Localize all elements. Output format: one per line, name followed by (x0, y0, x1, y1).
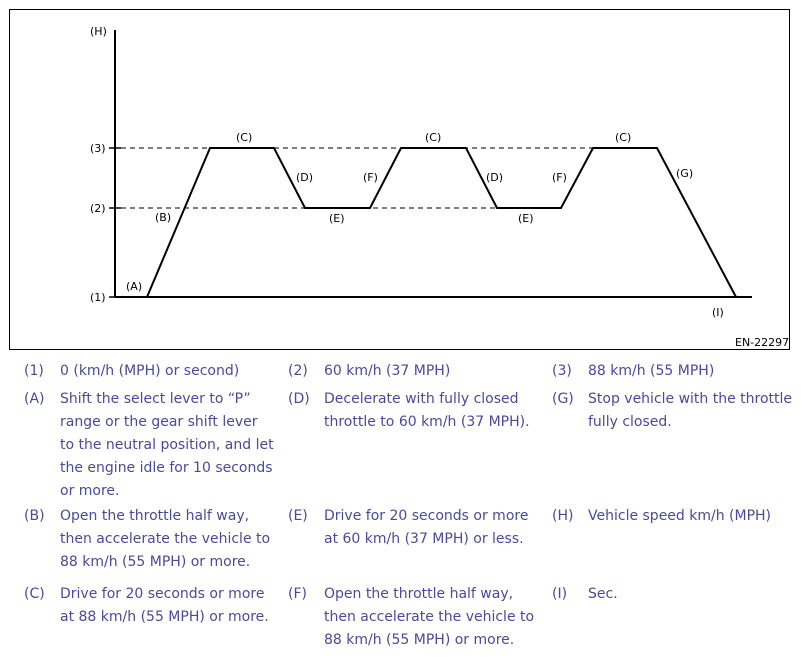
legend-text: at 60 km/h (37 MPH) or less. (324, 531, 524, 547)
legend-text: then accelerate the vehicle to (324, 609, 535, 625)
legend-key: (G) (552, 391, 574, 407)
legend-text: Drive for 20 seconds or more (60, 586, 265, 602)
segment-label-d1: (D) (296, 171, 314, 184)
segment-label-e1: (E) (329, 212, 345, 225)
legend-key: (B) (24, 508, 45, 524)
legend-text: 88 km/h (55 MPH) (588, 363, 715, 379)
legend-text: Sec. (588, 586, 618, 602)
segment-label-g: (G) (676, 167, 694, 180)
segment-label-a: (A) (126, 280, 143, 293)
legend-text: 88 km/h (55 MPH) or more. (60, 554, 251, 570)
legend-key: (A) (24, 391, 45, 407)
legend-text: at 88 km/h (55 MPH) or more. (60, 609, 269, 625)
legend-text: Stop vehicle with the throttle (588, 391, 793, 407)
legend-text: then accelerate the vehicle to (60, 531, 271, 547)
segment-label-c1: (C) (236, 131, 253, 144)
legend-text: Drive for 20 seconds or more (324, 508, 529, 524)
legend-text: Open the throttle half way, (60, 508, 250, 524)
legend-key: (2) (288, 363, 308, 379)
segment-label-f2: (F) (552, 171, 567, 184)
legend-text: Open the throttle half way, (324, 586, 514, 602)
legend-key: (C) (24, 586, 45, 602)
legend-text: range or the gear shift lever (60, 414, 258, 430)
segment-label-e2: (E) (518, 212, 534, 225)
segment-label-b: (B) (155, 211, 172, 224)
legend-key: (1) (24, 363, 44, 379)
legend-text: 60 km/h (37 MPH) (324, 363, 451, 379)
legend-text: to the neutral position, and let (60, 437, 274, 453)
legend-text: Shift the select lever to “P” (60, 391, 251, 407)
segment-label-f1: (F) (363, 171, 378, 184)
legend-text: Vehicle speed km/h (MPH) (588, 508, 772, 524)
legend-key: (E) (288, 508, 308, 524)
legend-key: (I) (552, 586, 568, 602)
legend-key: (H) (552, 508, 574, 524)
y-axis-label-h: (H) (90, 25, 107, 38)
segment-label-c3: (C) (615, 131, 632, 144)
y-axis-label-2: (2) (90, 202, 106, 215)
segment-label-d2: (D) (486, 171, 504, 184)
segment-label-i: (I) (712, 306, 724, 319)
legend-text: the engine idle for 10 seconds (60, 460, 273, 476)
legend-text: or more. (60, 483, 120, 499)
legend-key: (3) (552, 363, 572, 379)
figure-id: EN-22297 (735, 336, 790, 349)
speed-profile-line (115, 148, 736, 297)
legend-key: (D) (288, 391, 310, 407)
legend-key: (F) (288, 586, 307, 602)
legend-text: throttle to 60 km/h (37 MPH). (324, 414, 530, 430)
legend-text: 0 (km/h (MPH) or second) (60, 363, 240, 379)
y-axis-label-1: (1) (90, 291, 106, 304)
legend-text: 88 km/h (55 MPH) or more. (324, 632, 515, 648)
legend-text: Decelerate with fully closed (324, 391, 519, 407)
legend-text: fully closed. (588, 414, 672, 430)
segment-label-c2: (C) (425, 131, 442, 144)
y-axis-label-3: (3) (90, 142, 106, 155)
